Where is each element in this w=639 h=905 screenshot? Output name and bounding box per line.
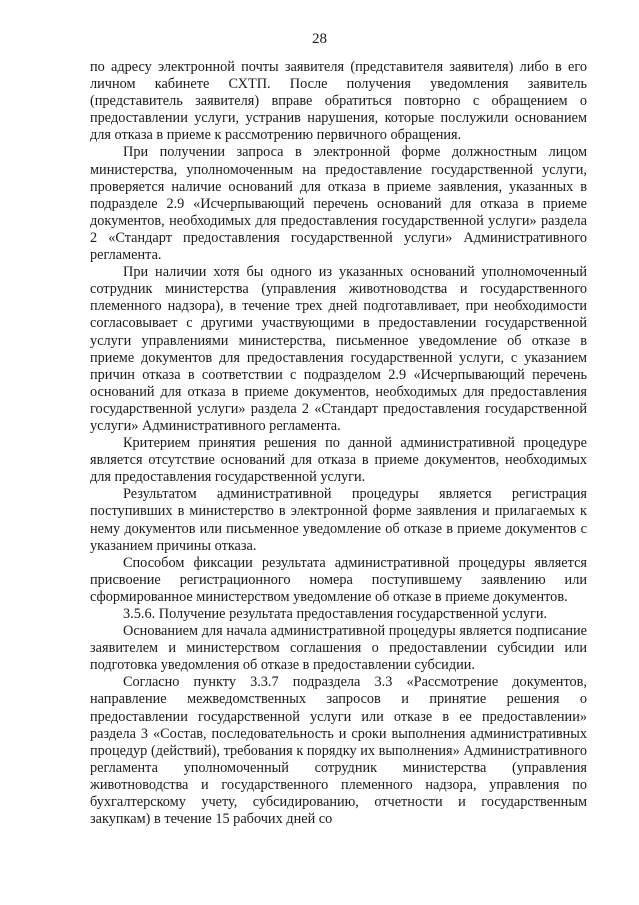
document-body — [90, 59, 587, 828]
paragraph-refusal-notice: При наличии хотя бы одного из указанных оснований уполномоченный сотрудник министерства (управления животноводства и государственного племенного надзора), в течение трех дней подготавливает, при необходимости согласовывает с другими участвующими в предоставлении государственной услуги управлениями министерства, письменное уведомление об отказе в приеме документов для предоставления государственной услуги, с указанием причин отказа в соответствии с подразделом 2.9 «Исчерпывающий перечень оснований для отказа в приеме документов, необходимых для предоставления государственной услуги» раздела 2 «Стандарт предоставления государственной услуги» Административного регламента. — [90, 264, 587, 434]
section-heading-3-5-6: 3.5.6. Получение результата предоставления государственной услуги. — [123, 606, 548, 622]
paragraph-electronic-request-check: При получении запроса в электронной форме должностным лицом министерства, уполномоченным на предоставление государственной услуги, проверяется наличие оснований для отказа в приеме заявления, указанных в подразделе 2.9 «Исчерпывающий перечень оснований для отказа в приеме документов, необходимых для предоставления государственной услуги» раздела 2 «Стандарт предоставления государственной услуги» Административного регламента. — [90, 144, 587, 264]
paragraph-clause-3-3-7: Согласно пункту 3.3.7 подраздела 3.3 «Рассмотрение документов, направление межведомственных запросов и принятие решения о предоставлении государственной услуги или отказе в ее предоставлении» раздела 3 «Состав, последовательность и сроки выполнения административных процедур (действий), требования к порядку их выполнения» Административного регламента уполномоченный сотрудник министерства (управления животноводства и государственного племенного надзора, управления по бухгалтерскому учету, субсидированию, отчетности и государственным закупкам) в течение 15 рабочих дней со — [90, 674, 587, 828]
paragraph-procedure-basis: Основанием для начала административной процедуры является подписание заявителем и министерством соглашения о предоставлении субсидии или подготовка уведомления об отказе в предоставлении субсидии. — [90, 623, 587, 674]
paragraph-result-fixation: Способом фиксации результата административной процедуры является присвоение регистрационного номера поступившему заявлению или сформированное министерством уведомление об отказе в приеме документов. — [90, 554, 587, 605]
paragraph-procedure-result: Результатом административной процедуры является регистрация поступивших в министерство в электронной форме заявления и прилагаемых к нему документов или письменное уведомление об отказе в приеме документов с указанием причины отказа. — [90, 486, 587, 554]
page-number: 28 — [312, 31, 327, 47]
paragraph-decision-criterion: Критерием принятия решения по данной административной процедуре является отсутствие оснований для отказа в приеме документов, необходимых для предоставления государственной услуги. — [90, 435, 587, 486]
paragraph-continuation: по адресу электронной почты заявителя (представителя заявителя) либо в его личном кабинете СХТП. После получения уведомления заявитель (представитель заявителя) вправе обратиться повторно с обращением о предоставлении услуги, устранив нарушения, которые послужили основанием для отказа в приеме к рассмотрению первичного обращения. — [90, 59, 587, 144]
